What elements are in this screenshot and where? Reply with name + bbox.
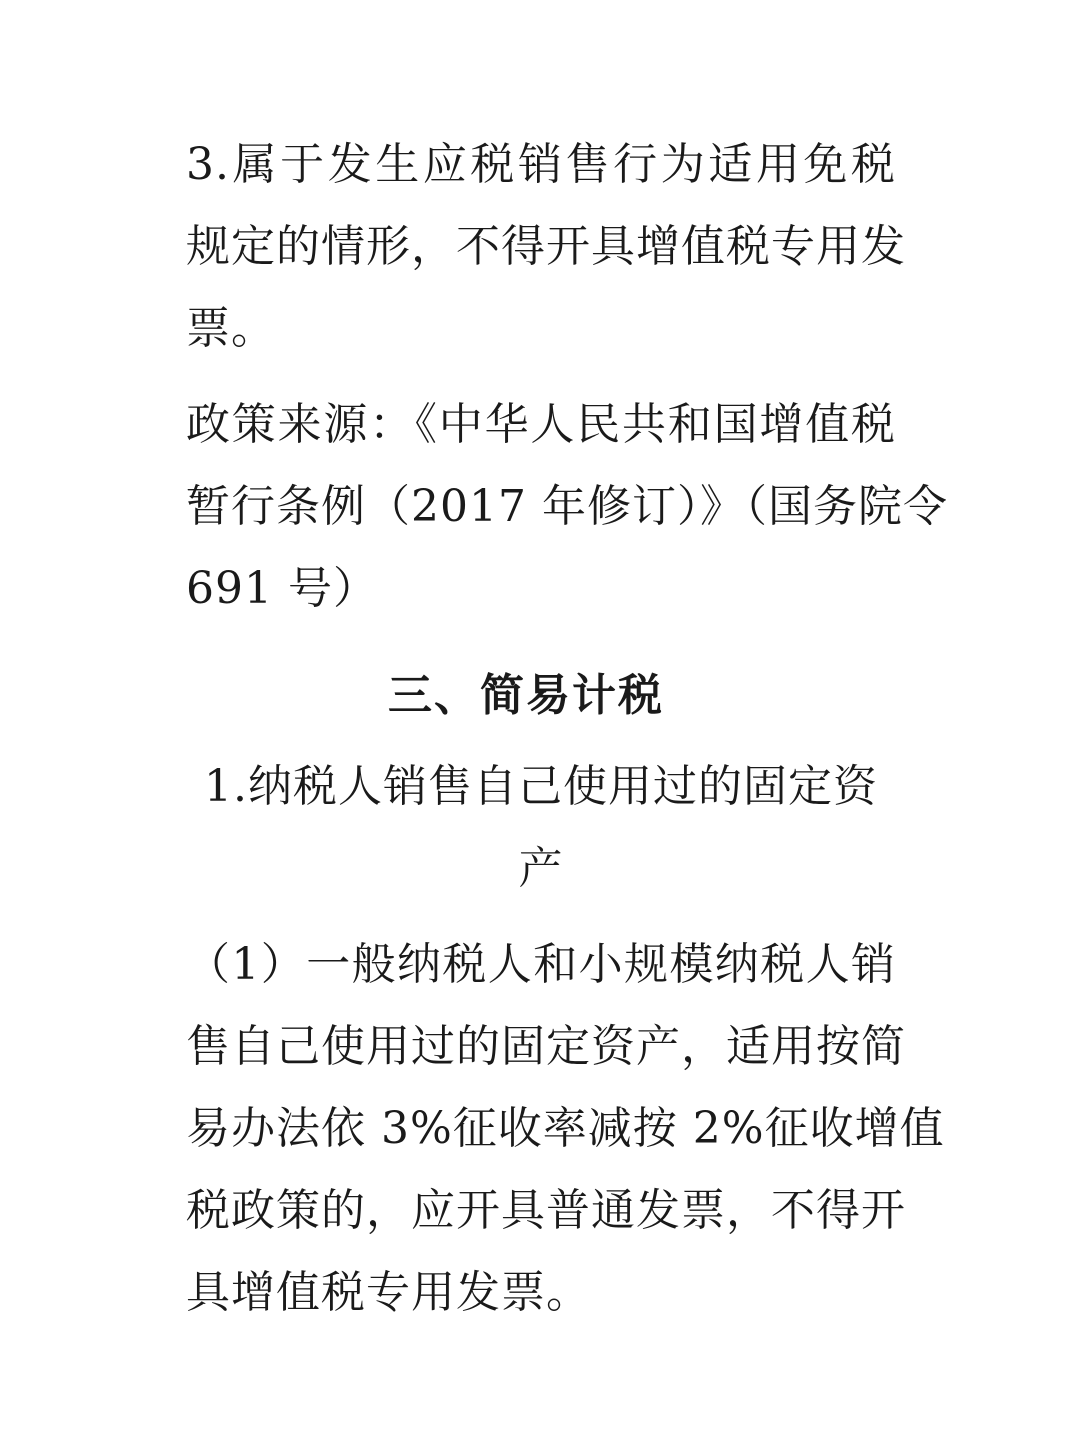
subheading-line: 1.纳税人销售自己使用过的固定资 — [204, 761, 878, 812]
text-line: 政策来源：《中华人民共和国增值税 — [186, 399, 896, 450]
text-line: 售自己使用过的固定资产，适用按简 — [186, 1021, 906, 1072]
text-line: 税政策的，应开具普通发票，不得开 — [186, 1185, 906, 1236]
text-line: 易办法依 3%征收率减按 2%征收增值 — [186, 1103, 945, 1154]
text-line: 691 号） — [186, 563, 378, 614]
text-line: 3.属于发生应税销售行为适用免税 — [186, 139, 896, 190]
document-page — [186, 124, 948, 1334]
paragraph-general-taxpayer — [186, 924, 945, 1334]
text-line: 规定的情形，不得开具增值税专用发 — [186, 221, 906, 272]
subheading-line: 产 — [518, 843, 564, 894]
text-line: 暂行条例（2017 年修订）》（国务院令 — [186, 481, 948, 532]
subheading-fixed-assets — [186, 746, 896, 910]
text-line: （1）一般纳税人和小规模纳税人销 — [186, 939, 896, 990]
text-line: 票。 — [186, 303, 276, 354]
paragraph-exemption-rule — [186, 124, 906, 370]
section-heading: 三、简易计税 — [388, 670, 664, 721]
paragraph-policy-source — [186, 384, 948, 630]
text-line: 具增值税专用发票。 — [186, 1267, 591, 1318]
